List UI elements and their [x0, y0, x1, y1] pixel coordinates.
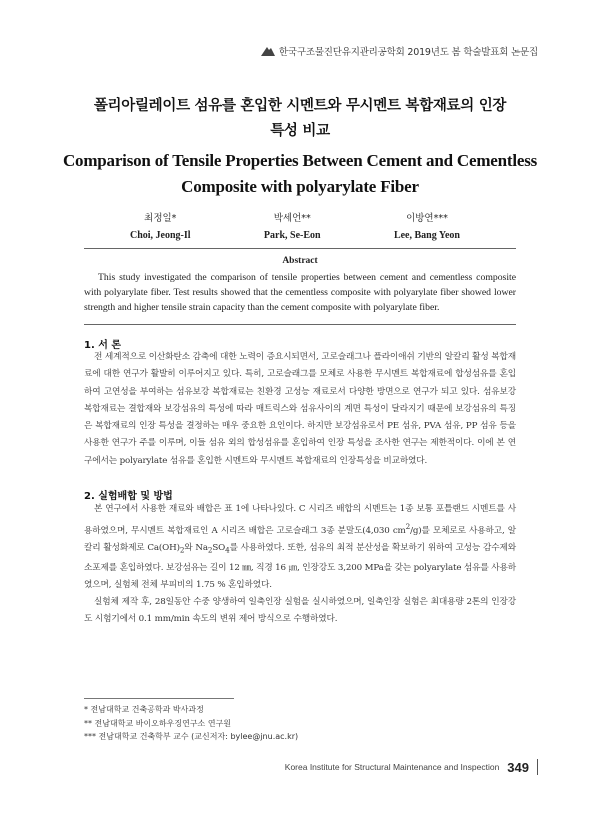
abstract-bottom-rule: [84, 324, 516, 325]
text-run: 본 연구에서 사용한 재료와 배합은 표 1에 나타나있다. C 시리즈 배합의 시멘트는 1종 보통 포틀랜드 시멘트를 사용하였으며, 무시멘트 복합재료인 A 시리즈 배합은 고로슬래그 3종 분말도(4,030 cm: [84, 504, 516, 537]
author-list: [130, 210, 460, 244]
text-run: 를 사용하였다. 또한, 섬유의 최적 분산성을 확보하기 위하여 고성능 감수제와 소포제를 혼입하였다. 보강섬유는 길이 12 ㎜, 직경 16 ㎛, 인장강도 3,200 MPa을 갖는 polyarylate 섬유를 사용하였으며, 실험체 전체 부피비의 1.75 % 혼입하였다.: [84, 543, 516, 590]
author-1-name-en: Choi, Jeong-Il: [130, 230, 191, 241]
page-number: 349: [507, 759, 529, 775]
abstract-heading: Abstract: [282, 256, 318, 266]
author-3-name-en: Lee, Bang Yeon: [393, 230, 460, 241]
section-1-heading: 1. 서 론: [84, 340, 122, 351]
text-run: 와 Na: [184, 543, 208, 554]
abstract-top-rule: [84, 248, 516, 249]
page-footer: [285, 759, 538, 775]
korean-title-line2: 특성 비교: [270, 123, 330, 139]
korean-title-line1: 폴리아릴레이트 섬유를 혼입한 시멘트와 무시멘트 복합재료의 인장: [93, 98, 507, 114]
korean-title: [40, 94, 560, 144]
english-title-line2: Composite with polyarylate Fiber: [181, 177, 419, 196]
society-logo-icon: [261, 46, 275, 57]
footnote-3: *** 전남대학교 건축학부 교수 (교신저자: bylee@jnu.ac.kr): [84, 732, 299, 741]
footer-divider: [537, 759, 538, 775]
section-2-paragraph-1: [84, 501, 516, 594]
section-2-heading: 2. 실험배합 및 방법: [84, 491, 173, 502]
running-title: 한국구조물진단유지관리공학회 2019년도 봄 학술발표회 논문집: [278, 47, 538, 58]
footnote-rule: [84, 698, 234, 699]
author-2: [264, 210, 321, 244]
author-3-name-ko: 이방연***: [406, 213, 448, 224]
footer-organization: Korea Institute for Structural Maintenance and Inspection: [284, 762, 500, 772]
author-1-name-ko: 최정일*: [144, 213, 177, 224]
running-header: [261, 44, 538, 58]
footnotes: [84, 703, 516, 744]
subscript: 2: [179, 546, 185, 556]
subscript: 2: [207, 546, 213, 556]
footnote-2: ** 전남대학교 바이오하우징연구소 연구원: [84, 718, 232, 728]
author-2-name-en: Park, Se-Eon: [263, 230, 321, 241]
footnote-1: * 전남대학교 건축공학과 박사과정: [84, 705, 204, 714]
superscript: 2: [405, 522, 411, 532]
author-2-name-ko: 박세언**: [273, 213, 311, 224]
english-title-line1: Comparison of Tensile Properties Between Cement and Cementless: [62, 151, 538, 170]
text-run: SO: [212, 543, 226, 554]
english-title: [40, 148, 560, 200]
author-3: [394, 210, 460, 244]
subscript: 4: [225, 546, 230, 556]
text-run: /g)를 모체로로 사용하고, 알칼리 활성화제로 Ca(OH): [84, 526, 516, 554]
section-2-paragraph-2: 실험체 제작 후, 28일동안 수중 양생하여 일축인장 실험을 실시하였으며, 일축인장 실험은 최대용량 2톤의 인장강도 시험기에서 0.1 mm/min 속도의 변위 제어 방식으로 수행하였다.: [84, 597, 516, 625]
section-2-body: [84, 501, 516, 629]
section-1-paragraph: 전 세계적으로 이산화탄소 감축에 대한 노력이 증요시되면서, 고로슬래그나 플라이애쉬 기반의 알칼리 활성 복합재료에 대한 연구가 활발히 이루어지고 있다. 특히, 고로슬래그를 모체로 사용한 무시멘트 복합재료에 합성섬유를 혼입하여 고연성을 부여하는 섬유보강 복합재료는 친환경 고성능 재료로서 다양한 방면으로 연구가 되고 있다. 섬유보강 복합재료는 결합재와 보강섬유의 특성에 따라 매트릭스와 섬유사이의 계면 특성이 달라지기 때문에 보강섬유의 특징은 복합재료의 인장 특성을 결정하는 매우 중요한 요인이다. 하지만 보강섬유로서 PE 섬유, PVA 섬유, PP 섬유 등을 사용한 연구가 주를 이루며, 이들 섬유 외의 합성섬유를 혼입하여 인장 특성을 조사한 연구는 제한적이다. 이에 본 연구에서는 polyarylate 섬유를 혼입한 시멘트와 무시멘트 복합재료의 인장특성을 비교하였다.: [84, 352, 516, 466]
author-1: [130, 210, 191, 244]
section-1-body: [84, 349, 516, 470]
abstract-text: This study investigated the comparison of tensile properties between cement and cementless composite with polyarylate fiber. Test results showed that the cementless composite with polyarylate fiber showed lower strength and higher tensile strain capacity than the cement composite with polyarylate fiber.: [84, 272, 516, 313]
